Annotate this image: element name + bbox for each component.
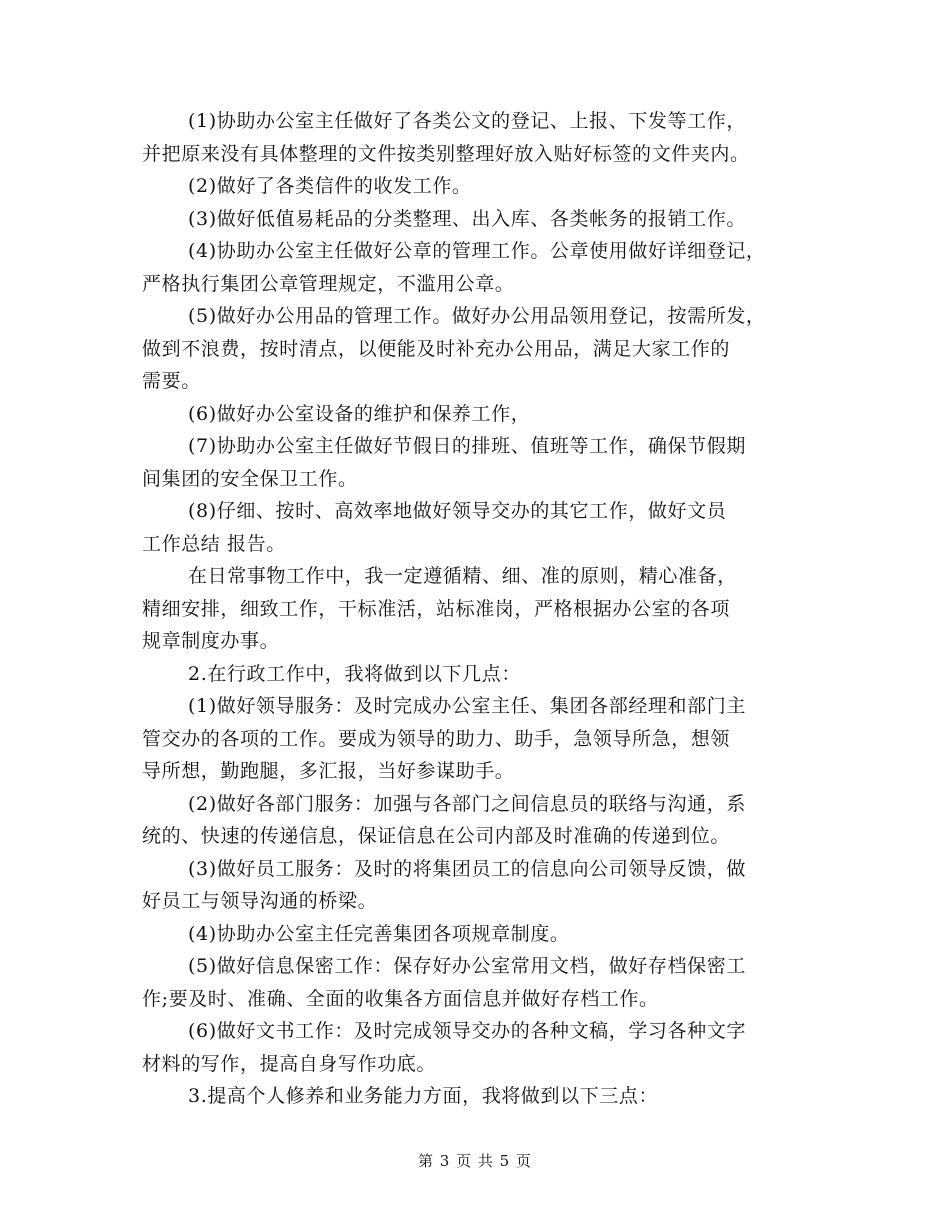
document-line: (6)做好文书工作：及时完成领导交办的各种文稿，学习各种文字 — [188, 1020, 746, 1042]
document-line: (7)协助办公室主任做好节假日的排班、值班等工作，确保节假期 — [188, 435, 746, 457]
document-line: (1)做好领导服务：及时完成办公室主任、集团各部经理和部门主 — [188, 695, 746, 717]
document-line: 导所想，勤跑腿，多汇报，当好参谋助手。 — [142, 760, 515, 782]
document-line: 间集团的安全保卫工作。 — [142, 467, 358, 490]
document-body — [142, 105, 822, 1113]
document-line: 在日常事物工作中，我一定遵循精、细、准的原则，精心准备， — [188, 565, 737, 587]
page-footer: 第 3 页 共 5 页 — [418, 1152, 532, 1170]
document-line: 统的、快速的传递信息，保证信息在公司内部及时准确的传递到位。 — [142, 825, 731, 847]
document-line: (6)做好办公室设备的维护和保养工作， — [188, 402, 531, 425]
document-line: 做到不浪费，按时清点，以便能及时补充办公用品，满足大家工作的 — [142, 337, 731, 360]
document-line: 规章制度办事。 — [142, 630, 280, 652]
document-line: (2)做好了各类信件的收发工作。 — [188, 175, 472, 197]
document-line: (3)做好员工服务：及时的将集团员工的信息向公司领导反馈，做 — [188, 857, 746, 880]
document-line: (1)协助办公室主任做好了各类公文的登记、上报、下发等工作， — [188, 110, 746, 132]
document-line: (4)协助办公室主任做好公章的管理工作。公章使用做好详细登记， — [188, 240, 766, 262]
document-line: (5)做好办公用品的管理工作。做好办公用品领用登记，按需所发， — [188, 305, 766, 327]
document-line: 作;要及时、准确、全面的收集各方面信息并做好存档工作。 — [142, 987, 659, 1010]
document-line: 工作总结 报告。 — [142, 532, 286, 555]
document-line: (8)仔细、按时、高效率地做好领导交办的其它工作，做好文员 — [188, 500, 727, 522]
document-line: 3.提高个人修养和业务能力方面，我将做到以下三点： — [188, 1085, 659, 1107]
document-line: (5)做好信息保密工作：保存好办公室常用文档，做好存档保密工 — [188, 955, 746, 977]
document-line: 材料的写作，提高自身写作功底。 — [142, 1052, 437, 1075]
document-line: 需要。 — [142, 370, 201, 392]
document-line: 好员工与领导沟通的桥梁。 — [142, 890, 378, 912]
document-line: (3)做好低值易耗品的分类整理、出入库、各类帐务的报销工作。 — [188, 207, 746, 230]
document-line: 2.在行政工作中，我将做到以下几点： — [188, 662, 521, 685]
document-line: 管交办的各项的工作。要成为领导的助力、助手，急领导所急，想领 — [142, 727, 731, 750]
document-line: (4)协助办公室主任完善集团各项规章制度。 — [188, 922, 570, 945]
document-line: 严格执行集团公章管理规定，不滥用公章。 — [142, 272, 515, 295]
document-line: (2)做好各部门服务：加强与各部门之间信息员的联络与沟通，系 — [188, 792, 746, 815]
document-line: 精细安排，细致工作，干标准活，站标准岗，严格根据办公室的各项 — [142, 597, 731, 620]
document-line: 并把原来没有具体整理的文件按类别整理好放入贴好标签的文件夹内。 — [142, 142, 750, 165]
